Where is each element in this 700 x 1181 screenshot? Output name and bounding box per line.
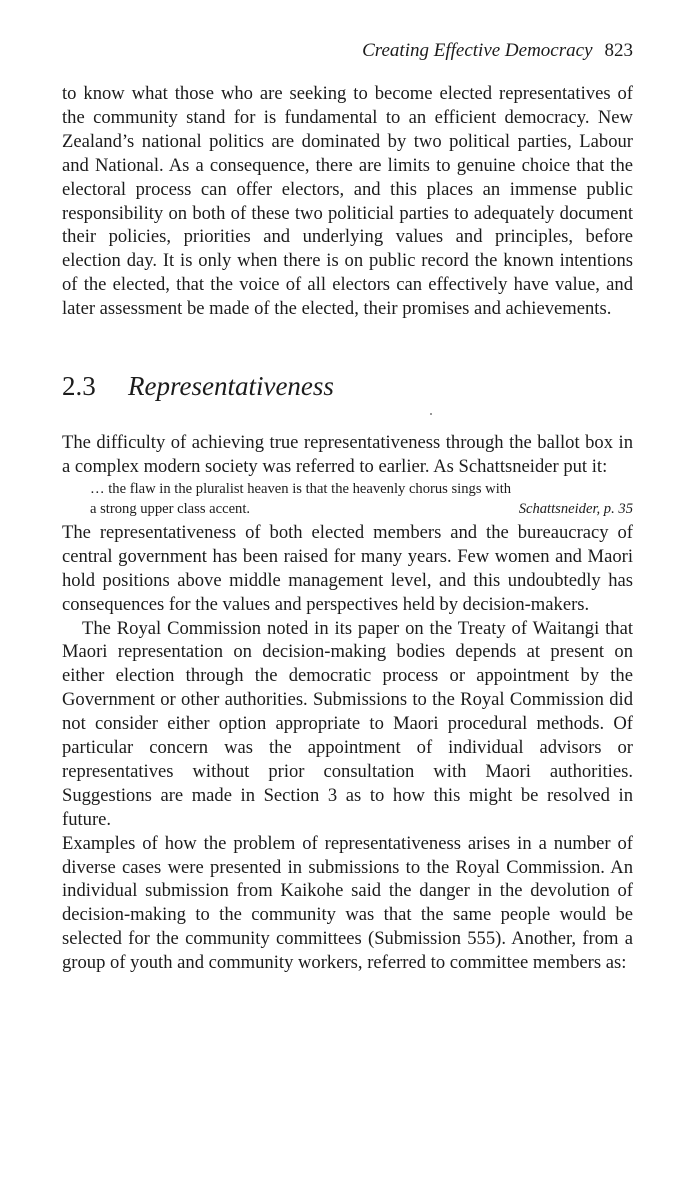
heading-spacer	[62, 403, 633, 431]
quote-line-2: a strong upper class accent.	[90, 500, 251, 517]
section-title: Representativeness	[128, 371, 334, 402]
section-number: 2.3	[62, 371, 96, 402]
paragraph-submissions: Examples of how the problem of representativeness arises in a number of diverse cases were presented in submissions to the Royal Commission. An individual submission from Kaikohe said the danger in the devolution of decision-making to the community was that the same people would be selected for the community committees (Submission 555). Another, from a group of youth and community workers, referred to committee members as:	[62, 832, 633, 974]
page-number: 823	[604, 40, 633, 61]
paragraph-ballot-box: The difficulty of achieving true representativeness through the ballot box in a complex modern society was referred to earlier. As Schattsneider put it:	[62, 432, 633, 477]
print-speck	[430, 413, 432, 415]
block-quote	[90, 479, 633, 519]
paragraph-bureaucracy: The representativeness of both elected members and the bureaucracy of central government has been raised for many years. Few women and Maori hold positions above middle management level, and this undoubtedly has consequences for the values and perspectives held by decision-makers.	[62, 521, 633, 615]
quote-last-line	[90, 499, 633, 519]
running-title: Creating Effective Democracy	[362, 40, 593, 61]
running-header	[62, 38, 633, 64]
paragraph-royal-commission: The Royal Commission noted in its paper on the Treaty of Waitangi that Maori representation on decision-making bodies depends at present on either election through the democratic process or appointment by the Government or other authorities. Submissions to the Royal Commission did not consider either option appropriate to Maori procedural methods. Of particular concern was the appointment of individual advisors or representatives without prior consultation with Maori authorities. Suggestions are made in Section 3 as to how this might be resolved in future.	[62, 617, 633, 830]
section-heading	[62, 369, 633, 403]
quote-citation: Schattsneider, p. 35	[518, 500, 633, 517]
quote-line-1: … the flaw in the pluralist heaven is that the heavenly chorus sings with	[90, 480, 512, 497]
book-page	[62, 38, 633, 975]
paragraph-electoral-choice: to know what those who are seeking to become elected representatives of the community stand for is fundamental to an efficient democracy. New Zealand’s national politics are dominated by two political parties, Labour and National. As a consequence, there are limits to genuine choice that the electoral process can offer electors, and this places an immense public responsibility on both of these two politicial parties to adequately document their policies, priorities and underlying values and principles, before election day. It is only when there is on public record the known intentions of the elected, that the voice of all electors can effectively have value, and later assessment be made of the elected, their promises and achievements.	[62, 83, 633, 320]
